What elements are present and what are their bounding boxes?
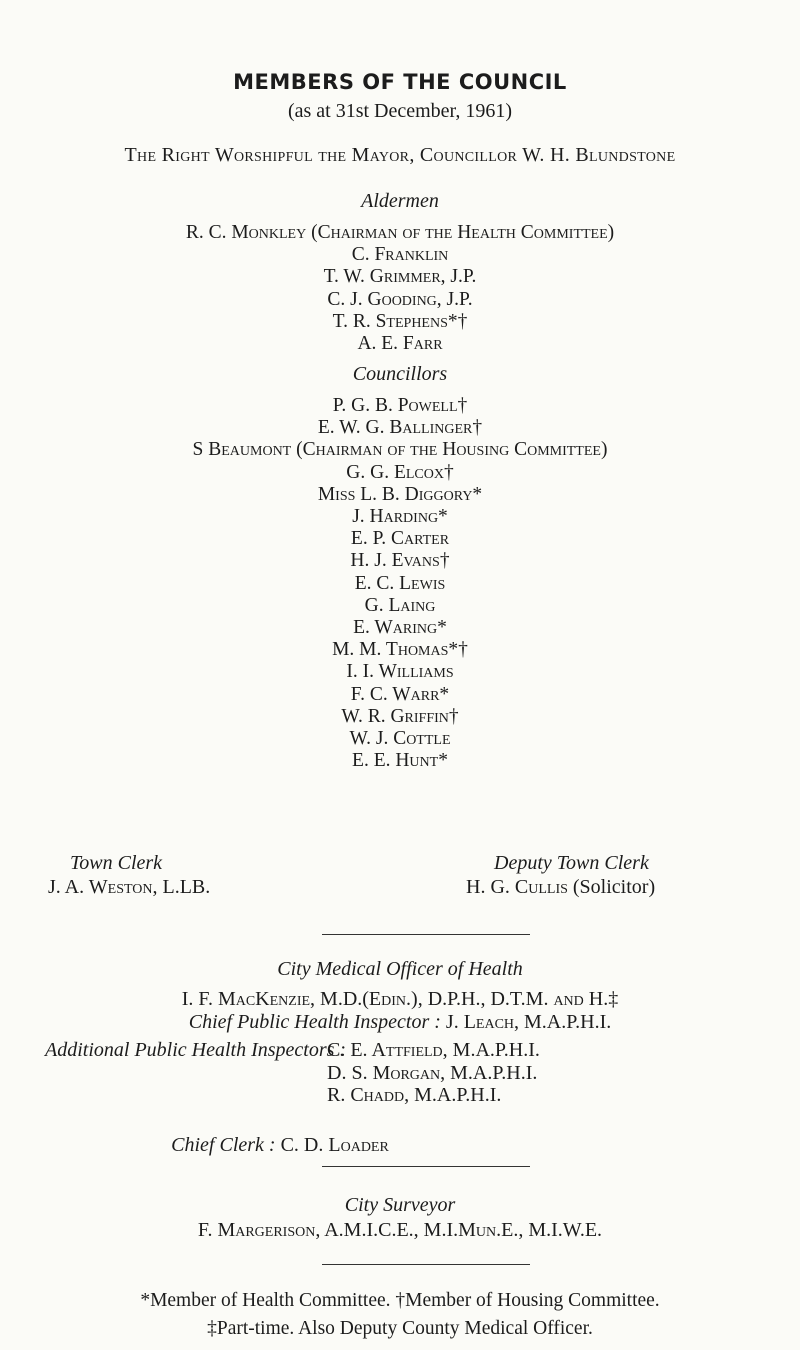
chief-phi-name: J. Leach, M.A.P.H.I.: [445, 1011, 612, 1033]
aldermen-list: [0, 222, 800, 355]
deputy-town-clerk-label: Deputy Town Clerk: [494, 852, 649, 874]
footnote-membership: *Member of Health Committee. †Member of Housing Committee.: [140, 1290, 660, 1311]
list-item: E. E. Hunt*: [352, 750, 448, 772]
list-item: W. J. Cottle: [349, 728, 451, 750]
additional-phi-list: [327, 1039, 540, 1107]
town-clerk-label: Town Clerk: [70, 852, 163, 874]
list-item: E. P. Carter: [350, 528, 450, 550]
divider: [322, 1264, 530, 1265]
chief-phi-label: Chief Public Health Inspector :: [188, 1011, 441, 1033]
list-item: A. E. Farr: [357, 333, 443, 355]
deputy-town-clerk-name: [466, 876, 655, 899]
list-item: T. R. Stephens*†: [332, 310, 468, 332]
list-item: E. C. Lewis: [354, 572, 446, 594]
list-item: T. W. Grimmer, J.P.: [323, 266, 477, 288]
councillors-list: [0, 395, 800, 772]
list-item: I. I. Williams: [346, 661, 454, 683]
list-item: M. M. Thomas*†: [332, 639, 468, 661]
chief-clerk-name: C. D. Loader: [280, 1134, 389, 1156]
deputy-town-clerk-title: (Solicitor): [567, 876, 656, 898]
list-item: C. J. Gooding, J.P.: [327, 288, 473, 310]
list-item: C. Franklin: [351, 244, 449, 266]
city-surveyor-name: F. Margerison, A.M.I.C.E., M.I.Mun.E., M.I.W.E.: [197, 1219, 603, 1241]
page-subtitle: (as at 31st December, 1961): [287, 100, 513, 122]
list-item: R. C. Monkley (Chairman of the Health Committee): [185, 222, 615, 243]
medical-officer-label: City Medical Officer of Health: [277, 958, 523, 980]
divider: [322, 934, 530, 935]
list-item: C. E. Attfield, M.A.P.H.I.: [327, 1039, 540, 1061]
city-surveyor-label: City Surveyor: [344, 1194, 456, 1216]
list-item: R. Chadd, M.A.P.H.I.: [327, 1084, 502, 1106]
list-item: J. Harding*: [352, 506, 448, 528]
list-item: W. R. Griffin†: [341, 705, 459, 727]
mayor-line: The Right Worshipful the Mayor, Councillor W. H. Blundstone: [124, 144, 676, 166]
deputy-town-clerk-surname: H. G. Cullis: [466, 876, 568, 898]
page-title: MEMBERS OF THE COUNCIL: [233, 70, 567, 94]
list-item: E. Waring*: [353, 617, 447, 639]
chief-clerk-line: [0, 1134, 680, 1157]
list-item: G. Laing: [364, 594, 436, 616]
medical-officer-name: I. F. MacKenzie, M.D.(Edin.), D.P.H., D.T.M. and H.‡: [181, 988, 619, 1010]
footnote-part-time: ‡Part-time. Also Deputy County Medical Officer.: [207, 1318, 593, 1339]
list-item: Miss L. B. Diggory*: [317, 483, 483, 505]
list-item: P. G. B. Powell†: [332, 395, 468, 416]
councillors-heading: Councillors: [352, 363, 448, 385]
list-item: D. S. Morgan, M.A.P.H.I.: [327, 1061, 538, 1084]
aldermen-heading: Aldermen: [361, 190, 439, 212]
list-item: S Beaumont (Chairman of the Housing Committee): [192, 439, 608, 461]
chief-clerk-label: Chief Clerk :: [171, 1134, 276, 1156]
chief-phi-line: [0, 1011, 800, 1034]
town-clerk-name: J. A. Weston, L.LB.: [48, 876, 211, 898]
list-item: H. J. Evans†: [350, 550, 450, 572]
list-item: G. G. Elcox†: [346, 461, 454, 483]
divider: [322, 1166, 530, 1167]
list-item: E. W. G. Ballinger†: [317, 417, 483, 439]
list-item: F. C. Warr*: [350, 683, 450, 705]
additional-phi-label: Additional Public Health Inspectors :: [45, 1039, 347, 1061]
